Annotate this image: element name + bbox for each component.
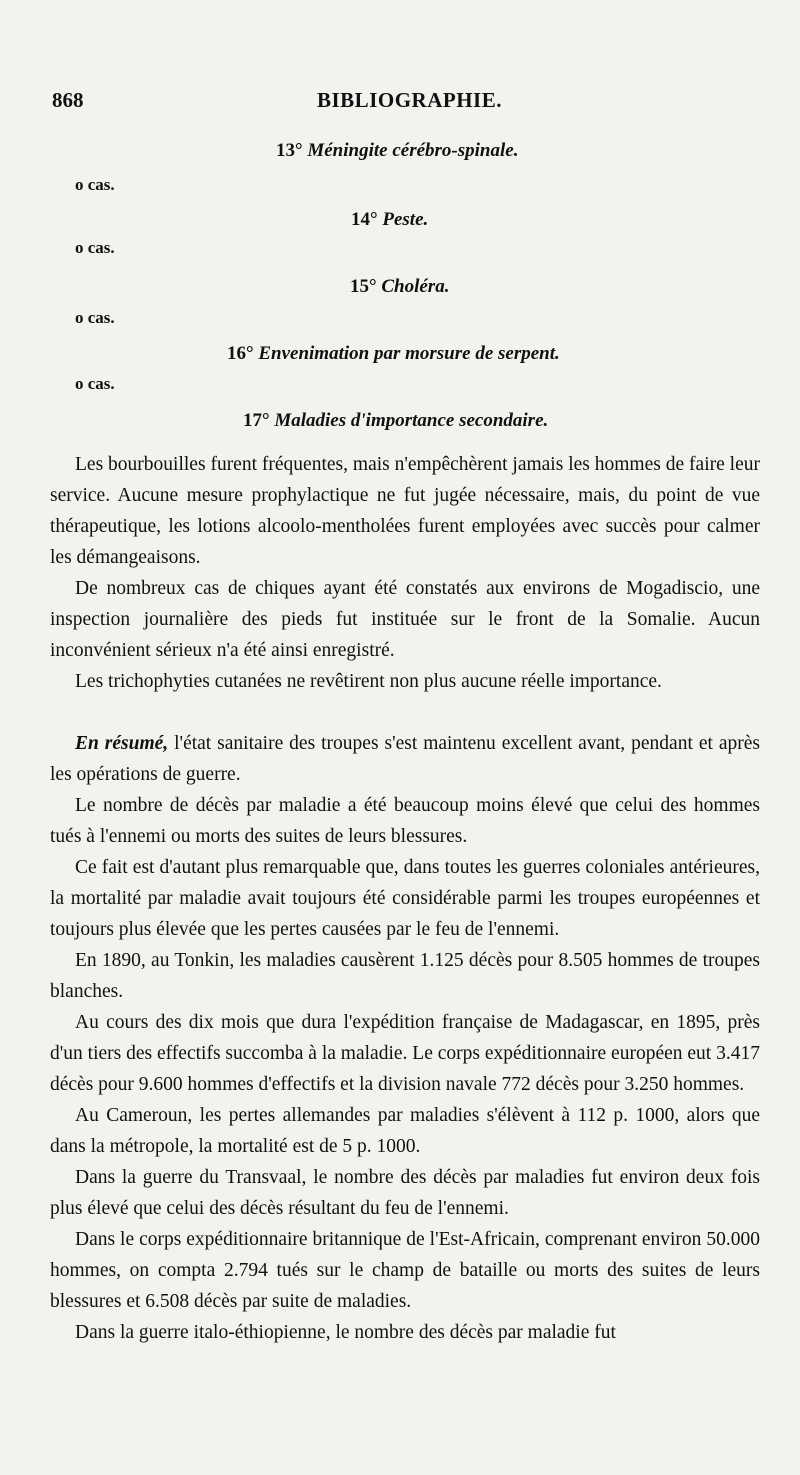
section-number: 14° xyxy=(351,209,378,230)
section-title: Maladies d'importance secondaire. xyxy=(274,410,549,431)
paragraph-remarquable: Ce fait est d'autant plus remarquable que, dans toutes les guerres coloniales antérieures, la mortalité par maladie avait toujours été considérable parmi les troupes européennes et toujours plus élevée que les pertes causées par le feu de l'ennemi. xyxy=(50,857,760,940)
paragraph-summary xyxy=(50,728,760,790)
paragraph-est-africain: Dans le corps expéditionnaire britannique de l'Est-Africain, comprenant environ 50.000 hommes, on compta 2.794 tués sur le champ de bataille ou morts des suites de leurs blessures et 6.508 décès par suite de maladies. xyxy=(50,1229,760,1312)
body-text xyxy=(50,449,760,1348)
paragraph-cameroun: Au Cameroun, les pertes allemandes par maladies s'élèvent à 112 p. 1000, alors que dans la métropole, la mortalité est de 5 p. 1000. xyxy=(50,1105,760,1157)
summary-text: l'état sanitaire des troupes s'est maintenu excellent avant, pendant et après les opérations de guerre. xyxy=(50,733,760,785)
case-count: o cas. xyxy=(75,374,115,393)
section-title: Choléra. xyxy=(381,276,450,297)
section-title: Peste. xyxy=(382,209,429,230)
case-count: o cas. xyxy=(75,308,115,327)
section-title: Envenimation par morsure de serpent. xyxy=(258,343,560,364)
paragraph-chiques: De nombreux cas de chiques ayant été constatés aux environs de Mogadiscio, une inspection journalière des pieds fut instituée sur le front de la Somalie. Aucun inconvénient sérieux n'a été ainsi enregistré. xyxy=(50,578,760,661)
section-heading-17 xyxy=(243,410,548,432)
page-header xyxy=(52,88,762,118)
paragraph-bourbouilles: Les bourbouilles furent fréquentes, mais n'empêchèrent jamais les hommes de faire leur service. Aucune mesure prophylactique ne fut jugée nécessaire, mais, du point de vue thérapeutique, les lotions alcoolo-mentholées furent employées avec succès pour calmer les démangeaisons. xyxy=(50,454,760,568)
running-title: BIBLIOGRAPHIE. xyxy=(317,88,502,112)
case-count: o cas. xyxy=(75,175,115,194)
section-heading-16 xyxy=(227,343,560,365)
section-heading-14 xyxy=(351,209,428,231)
section-number: 16° xyxy=(227,343,254,364)
paragraph-tonkin: En 1890, au Tonkin, les maladies causèrent 1.125 décès pour 8.505 hommes de troupes blanches. xyxy=(50,950,760,1002)
paragraph-transvaal: Dans la guerre du Transvaal, le nombre des décès par maladies fut environ deux fois plus élevé que celui des décès résultant du feu de l'ennemi. xyxy=(50,1167,760,1219)
page-number: 868 xyxy=(52,88,84,112)
section-number: 13° xyxy=(276,140,303,161)
paragraph-trichophyties: Les trichophyties cutanées ne revêtirent non plus aucune réelle importance. xyxy=(75,671,662,692)
section-title: Méningite cérébro-spinale. xyxy=(307,140,519,161)
paragraph-italo-ethiopienne: Dans la guerre italo-éthiopienne, le nombre des décès par maladie fut xyxy=(75,1322,616,1343)
summary-lead: En résumé, xyxy=(75,733,169,754)
section-heading-13 xyxy=(276,140,518,162)
paragraph-deces: Le nombre de décès par maladie a été beaucoup moins élevé que celui des hommes tués à l'ennemi ou morts des suites de leurs blessures. xyxy=(50,795,760,847)
paragraph-madagascar: Au cours des dix mois que dura l'expédition française de Madagascar, en 1895, près d'un tiers des effectifs succomba à la maladie. Le corps expéditionnaire européen eut 3.417 décès pour 9.600 hommes d'effectifs et la division navale 772 décès pour 3.250 hommes. xyxy=(50,1012,760,1095)
section-number: 17° xyxy=(243,410,270,431)
section-number: 15° xyxy=(350,276,377,297)
case-count: o cas. xyxy=(75,238,115,257)
section-heading-15 xyxy=(350,276,449,298)
